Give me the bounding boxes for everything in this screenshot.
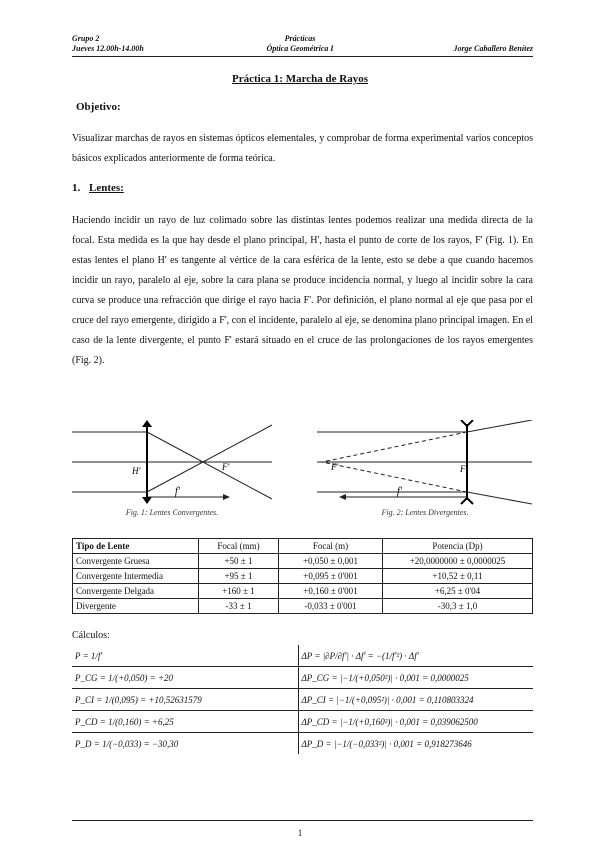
header-author: Jorge Caballero Benítez	[453, 44, 533, 53]
lens-arrow-bottom	[142, 497, 152, 504]
calc-power-ci: P_CI = 1/(0,095) = +10,52631579	[72, 689, 298, 711]
calc-formula-error: ΔP = |∂P/∂f'| · Δf' = −(1/f'²) · Δf'	[298, 645, 533, 667]
fig1-label-h: H'	[132, 466, 141, 476]
objective-text: Visualizar marchas de rayos en sistemas ópticos elementales, y comprobar de forma experimental varios conceptos básicos explicados anteriormente de forma teórica.	[72, 133, 533, 164]
table-cell: Convergente Delgada	[73, 584, 199, 599]
calculations-label: Cálculos:	[72, 630, 110, 641]
table-cell: +0,050 ± 0,001	[279, 554, 383, 569]
col-header-power: Potencia (Dp)	[383, 539, 533, 554]
emergent-ray-bottom	[147, 425, 272, 492]
table-row	[73, 569, 533, 584]
table-cell: +95 ± 1	[199, 569, 279, 584]
table-row	[73, 599, 533, 614]
page-title: Práctica 1: Marcha de Rayos	[231, 73, 369, 85]
fig1-label-dist: f'	[175, 486, 180, 497]
table-cell: +160 ± 1	[199, 584, 279, 599]
table-cell: -33 ± 1	[199, 599, 279, 614]
emergent-ray-bottom	[467, 492, 532, 504]
figure-2-caption: Fig. 2: Lentes Divergentes.	[381, 508, 469, 517]
table-row	[73, 554, 533, 569]
table-row	[73, 584, 533, 599]
calc-row	[72, 689, 533, 711]
header-subject: Óptica Geométrica I	[266, 44, 334, 53]
table-cell: +50 ± 1	[199, 554, 279, 569]
figure-diverging-lens	[317, 420, 532, 505]
page-number: 1	[297, 828, 303, 838]
fig2-label-dist: f'	[397, 486, 402, 497]
header-course	[200, 34, 400, 54]
table-header-row	[73, 539, 533, 554]
calc-power-cg: P_CG = 1/(+0,050) = +20	[72, 667, 298, 689]
table-cell: -0,033 ± 0'001	[279, 599, 383, 614]
figure-converging-lens	[72, 420, 272, 505]
footer-rule	[72, 820, 533, 821]
header-practicas: Prácticas	[284, 34, 316, 43]
lens-arrow-top	[142, 420, 152, 427]
calc-power-d: P_D = 1/(−0,033) = −30,30	[75, 738, 179, 749]
section-1-paragraph: Haciendo incidir un rayo de luz colimado sobre las distintas lentes podemos realizar una medida directa de la focal. Esta medida es la que hay desde el plano principal, H', hasta el punto de corte de los rayos, F' (Fig. 1). En estas lentes el plano H' es tangente al vértice de la cara esférica de la lente, esto se debe a que cuando hacemos incidir un rayo, paralelo al eje, sobre la cara plana se produce incidencia normal, y luego al incidir sobre la cara curva se produce una refracción que dirige el rayo hacia F'. Por definición, el plano normal al eje que pasa por el cruce del rayo emergente, dirigido a F', con el incidente, paralelo al eje, se denomina plano principal imagen. En el caso de la lente divergente, el punto F' estará situado en el cruce de las prolongaciones de los rayos emergentes (Fig. 2).	[72, 215, 533, 366]
emergent-ray-top	[467, 420, 532, 432]
table-cell: +0,160 ± 0'001	[279, 584, 383, 599]
calc-row	[72, 645, 533, 667]
section-1-number: 1.	[72, 182, 81, 194]
table-cell: Convergente Intermedia	[73, 569, 199, 584]
lens-arrow-bottom	[461, 498, 473, 504]
lens-table	[72, 538, 533, 614]
fig2-label-f1: F'	[331, 462, 339, 472]
calc-error-d: ΔP_D = |−1/(−0,033²)| · 0,001 = 0,918273646	[298, 733, 533, 755]
table-cell: +0,095 ± 0'001	[279, 569, 383, 584]
calc-row	[72, 711, 533, 733]
table-cell: Convergente Gruesa	[73, 554, 199, 569]
calc-error-cg: ΔP_CG = |−1/(+0,050²)| · 0,001 = 0,0000025	[298, 667, 533, 689]
calc-row	[72, 733, 533, 755]
header-rule	[72, 56, 533, 57]
table-cell: +10,52 ± 0,11	[383, 569, 533, 584]
section-1-heading	[72, 182, 124, 194]
col-header-type: Tipo de Lente	[73, 539, 199, 554]
objective-heading: Objetivo:	[76, 101, 121, 113]
calc-error-ci: ΔP_CI = |−1/(+0,095²)| · 0,001 = 0,110803324	[298, 689, 533, 711]
header-group-label: Grupo 2	[72, 34, 100, 43]
fig1-label-f: F'	[222, 462, 230, 472]
calc-formula-power: P = 1/f'	[72, 645, 298, 667]
header-schedule: Jueves 12.00h-14.00h	[72, 44, 144, 53]
table-cell: Divergente	[73, 599, 199, 614]
col-header-focal-mm: Focal (mm)	[199, 539, 279, 554]
calc-row	[72, 667, 533, 689]
section-1-title: Lentes:	[89, 182, 124, 194]
table-cell: +6,25 ± 0'04	[383, 584, 533, 599]
calculations-grid	[72, 645, 533, 754]
emergent-ray-top	[147, 432, 272, 499]
figure-1-caption: Fig. 1: Lentes Convergentes.	[125, 508, 219, 517]
fig2-label-f2: F'	[460, 464, 468, 474]
col-header-focal-m: Focal (m)	[279, 539, 383, 554]
table-cell: -30,3 ± 1,0	[383, 599, 533, 614]
calc-error-cd: ΔP_CD = |−1/(+0,160²)| · 0,001 = 0,039062500	[298, 711, 533, 733]
calc-power-cd: P_CD = 1/(0,160) = +6,25	[72, 711, 298, 733]
table-cell: +20,0000000 ± 0,0000025	[383, 554, 533, 569]
header-group	[72, 34, 144, 54]
lens-arrow-top	[461, 420, 473, 426]
